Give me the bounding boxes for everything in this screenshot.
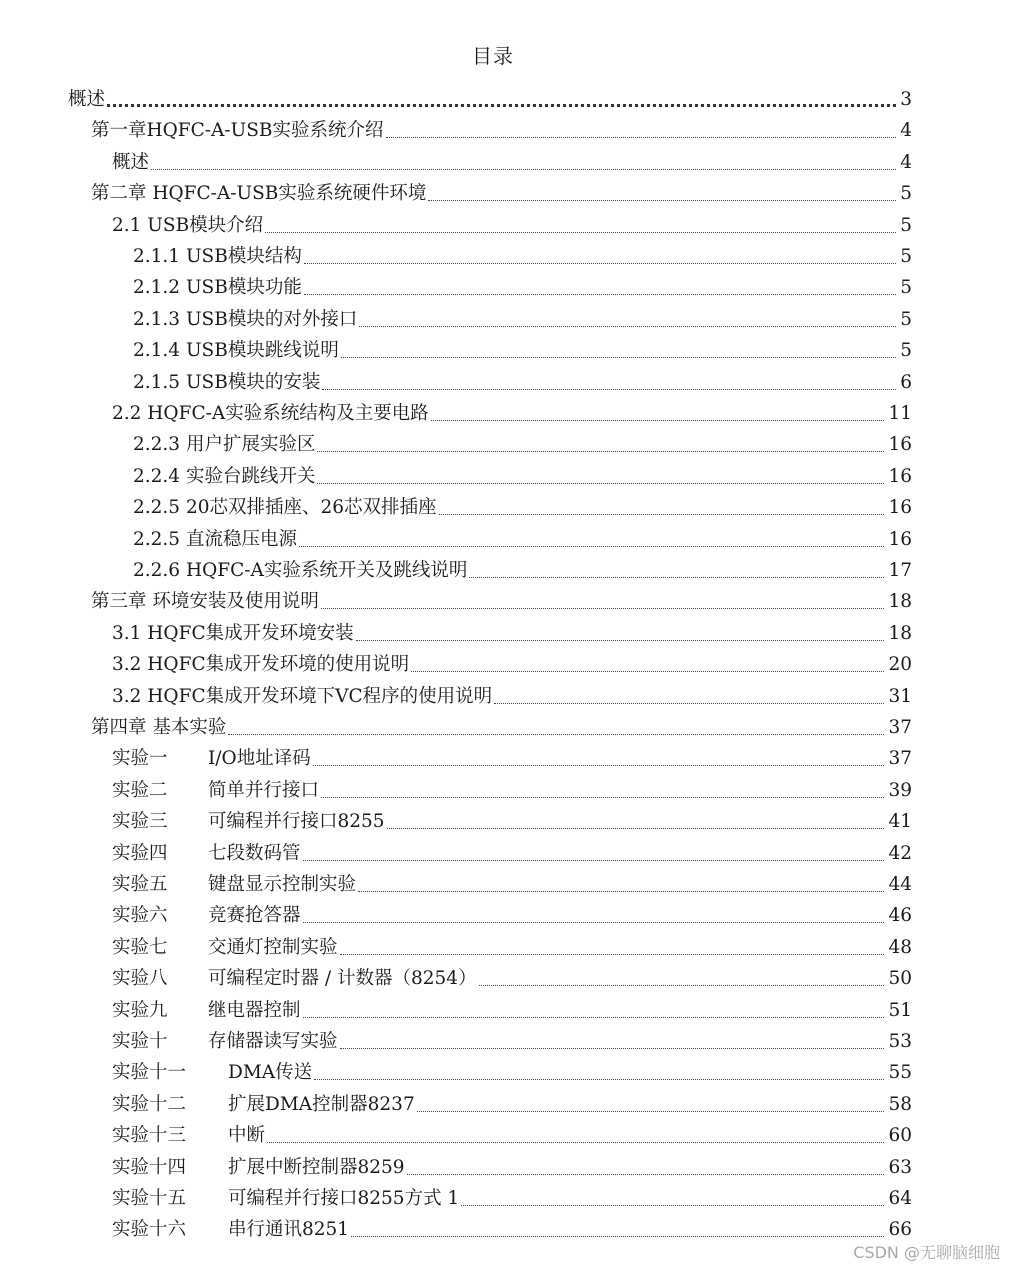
toc-page-number: 18: [888, 622, 912, 644]
toc-page-number: 5: [900, 277, 912, 299]
toc-leader-dots: [431, 420, 885, 421]
toc-leader-dots: [469, 577, 884, 578]
toc-leader-dots: [351, 1236, 884, 1237]
toc-entry-label: [112, 1093, 415, 1117]
toc-entry-label: [112, 810, 385, 834]
toc-entry-number: 实验二: [112, 779, 168, 801]
toc-leader-dots: [151, 169, 896, 170]
toc-entry-text: 可编程并行接口8255方式 1: [228, 1188, 460, 1209]
toc-page-number: 4: [900, 151, 912, 173]
toc-entry-text: 可编程并行接口8255: [208, 811, 385, 833]
toc-page-number: 17: [888, 560, 912, 581]
toc-entry[interactable]: [112, 806, 912, 834]
toc-entry-text: 七段数码管: [208, 842, 301, 864]
toc-page-number: 51: [888, 999, 912, 1021]
toc-entry[interactable]: [112, 995, 912, 1023]
toc-entry-label: [112, 779, 319, 803]
toc-page-number: 64: [888, 1188, 912, 1209]
toc-entry-label: [133, 496, 437, 520]
toc-entry-label: [112, 1124, 265, 1148]
toc-entry-label: [112, 151, 149, 175]
toc-entry[interactable]: [91, 586, 912, 614]
toc-entry-text: 2.2.5 20芯双排插座、26芯双排插座: [133, 497, 437, 519]
toc-entry-text: 2.1.4 USB模块跳线说明: [133, 340, 339, 362]
toc-page-number: 66: [888, 1219, 912, 1241]
toc-entry-label: [133, 465, 315, 489]
toc-entry[interactable]: [112, 1152, 912, 1180]
toc-entry-label: [112, 214, 263, 238]
toc-entry-label: [112, 653, 409, 677]
toc-entry-text: 2.1 USB模块介绍: [112, 214, 264, 236]
toc-page-number: 58: [888, 1093, 912, 1115]
toc-entry-label: [133, 559, 467, 583]
toc-entry[interactable]: [133, 335, 912, 363]
toc-leader-dots: [313, 765, 885, 766]
toc-entry[interactable]: [133, 241, 912, 269]
toc-entry-text: 第三章 环境安装及使用说明: [91, 591, 319, 613]
toc-entry-number: 实验十四: [112, 1156, 187, 1178]
toc-entry-text: 2.2 HQFC-A实验系统结构及主要电路: [112, 403, 429, 424]
toc-leader-dots: [299, 546, 884, 547]
toc-page-number: 53: [888, 1031, 912, 1052]
toc-entry-text: 3.2 HQFC集成开发环境的使用说明: [112, 654, 410, 676]
toc-entry-text: 交通灯控制实验: [208, 936, 338, 958]
toc-entry-label: [112, 842, 301, 866]
toc-entry-number: 实验四: [112, 842, 168, 864]
toc-entry-label: [112, 622, 354, 646]
toc-entry-text: DMA传送: [228, 1062, 313, 1084]
toc-entry[interactable]: [112, 1214, 912, 1242]
toc-entry[interactable]: [112, 963, 912, 991]
toc-page-number: 16: [888, 434, 912, 456]
toc-page-number: 44: [888, 874, 912, 895]
toc-entry[interactable]: [112, 210, 912, 238]
toc-entry-text: 2.2.3 用户扩展实验区: [133, 434, 316, 456]
toc-leader-dots: [322, 389, 896, 390]
toc-entry-label: [112, 685, 492, 709]
toc-entry[interactable]: [133, 461, 912, 489]
toc-entry[interactable]: [112, 1183, 912, 1211]
toc-leader-dots: [340, 1048, 885, 1049]
toc-entry-label: [112, 1187, 459, 1211]
toc-leader-dots: [479, 985, 885, 986]
toc-page-number: 3: [900, 89, 912, 110]
toc-entry-number: 实验十五: [112, 1188, 187, 1209]
toc-entry-label: [68, 88, 105, 112]
toc-leader-dots: [321, 797, 884, 798]
toc-page-number: 20: [888, 654, 912, 676]
toc-entry-text: 扩展DMA控制器8237: [228, 1093, 415, 1115]
toc-entry[interactable]: [112, 1089, 912, 1117]
toc-entry-label: [112, 999, 301, 1023]
toc-page-number: 16: [888, 465, 912, 487]
toc-entry[interactable]: [133, 524, 912, 552]
toc-entry-label: [112, 402, 429, 426]
toc-leader-dots: [304, 294, 896, 295]
toc-entry-label: [112, 1218, 349, 1242]
toc-entry-label: [112, 967, 477, 991]
toc-page-number: 31: [888, 685, 912, 707]
toc-entry[interactable]: [133, 272, 912, 300]
toc-entry-text: 第二章 HQFC-A-USB实验系统硬件环境: [91, 183, 427, 205]
toc-entry-label: [112, 904, 301, 928]
toc-entry-text: 可编程定时器 / 计数器（8254）: [208, 968, 477, 990]
toc-entry-number: 实验十: [112, 1031, 168, 1052]
toc-entry[interactable]: [112, 900, 912, 928]
toc-page-number: 6: [900, 371, 912, 393]
toc-leader-dots: [387, 828, 885, 829]
toc-page-number: 5: [900, 308, 912, 330]
toc-entry-text: 2.2.4 实验台跳线开关: [133, 465, 316, 487]
toc-entry-label: [133, 433, 315, 457]
toc-entry-text: 扩展中断控制器8259: [228, 1156, 405, 1178]
toc-entry-text: 概述: [112, 151, 150, 173]
toc-entry[interactable]: [112, 1120, 912, 1148]
toc-entry[interactable]: [112, 932, 912, 960]
toc-entry-text: 概述: [68, 89, 106, 110]
toc-entry-text: 键盘显示控制实验: [208, 874, 357, 895]
toc-entry-number: 实验三: [112, 811, 168, 833]
toc-entry-text: 2.2.5 直流稳压电源: [133, 528, 297, 550]
toc-entry[interactable]: [133, 304, 912, 332]
toc-page-number: 18: [888, 591, 912, 613]
toc-leader-dots: [321, 608, 885, 609]
toc-entry-label: [133, 528, 297, 552]
toc-entry-text: 第四章 基本实验: [91, 717, 227, 738]
toc-entry[interactable]: [112, 1026, 912, 1054]
toc-entry-number: 实验六: [112, 905, 168, 927]
toc-page-number: 37: [888, 748, 912, 770]
toc-leader-dots: [314, 1079, 884, 1080]
toc-entry-label: [112, 1030, 338, 1054]
toc-entry-number: 实验五: [112, 874, 168, 895]
toc-entry[interactable]: [133, 429, 912, 457]
toc-entry-label: [133, 371, 320, 395]
toc-page-number: 63: [888, 1156, 912, 1178]
toc-leader-dots: [411, 671, 884, 672]
toc-leader-dots: [358, 891, 884, 892]
toc-entry-label: [112, 936, 338, 960]
toc-page-number: 5: [900, 340, 912, 362]
toc-entry-label: [133, 339, 339, 363]
toc-page-number: 16: [888, 497, 912, 519]
toc-page-number: 55: [888, 1062, 912, 1084]
toc-entry[interactable]: [112, 743, 912, 771]
toc-leader-dots: [428, 200, 896, 201]
toc-page-number: 50: [888, 968, 912, 990]
toc-entry[interactable]: [112, 147, 912, 175]
toc-entry-number: 实验八: [112, 968, 168, 990]
toc-entry[interactable]: [91, 115, 912, 143]
toc-entry-text: 继电器控制: [208, 999, 301, 1021]
toc-leader-dots: [303, 922, 885, 923]
toc-entry[interactable]: [91, 178, 912, 206]
toc-entry[interactable]: [91, 712, 912, 740]
toc-leader-dots: [417, 1111, 885, 1112]
toc-leader-dots: [267, 1142, 884, 1143]
toc-entry[interactable]: [133, 555, 912, 583]
toc-leader-dots: [303, 1017, 885, 1018]
toc-entry-text: I/O地址译码: [208, 748, 311, 770]
toc-entry-text: 3.2 HQFC集成开发环境下VC程序的使用说明: [112, 685, 493, 707]
toc-leader-dots: [340, 954, 885, 955]
toc-leader-dots: [386, 137, 896, 138]
toc-entry-text: 存储器读写实验: [208, 1031, 338, 1052]
toc-entry-number: 实验九: [112, 999, 168, 1021]
toc-entry[interactable]: [112, 681, 912, 709]
toc-entry-label: [133, 308, 357, 332]
toc-entry-number: 实验一: [112, 748, 168, 770]
toc-leader-dots: [461, 1205, 884, 1206]
toc-entry[interactable]: [112, 398, 912, 426]
toc-leader-dots: [304, 263, 896, 264]
toc-page-number: 4: [900, 120, 912, 142]
toc-page-number: 41: [888, 811, 912, 833]
toc-leader-dots: [265, 232, 896, 233]
toc-leader-dots: [228, 734, 884, 735]
toc-leader-dots: [317, 483, 884, 484]
toc-entry-label: [112, 747, 311, 771]
toc-entry-label: [91, 119, 384, 143]
toc-entry-label: [91, 590, 319, 614]
toc-page-number: 5: [900, 214, 912, 236]
toc-entry-label: [112, 1156, 405, 1180]
toc-leader-dots: [107, 104, 896, 107]
toc-entry-label: [133, 276, 302, 300]
toc-entry-text: 第一章HQFC-A-USB实验系统介绍: [91, 120, 384, 142]
toc-entry-text: 竞赛抢答器: [208, 905, 301, 927]
toc-entry[interactable]: [112, 1057, 912, 1085]
toc-entry-number: 实验十三: [112, 1125, 187, 1147]
toc-entry-text: 2.1.2 USB模块功能: [133, 277, 302, 299]
watermark: CSDN @无聊脑细胞: [853, 1243, 1000, 1262]
toc-entry-number: 实验七: [112, 936, 168, 958]
toc-page-number: 46: [888, 905, 912, 927]
toc-page-number: 37: [888, 717, 912, 738]
toc-entry-number: 实验十一: [112, 1062, 187, 1084]
toc-entry-text: 串行通讯8251: [228, 1219, 350, 1241]
toc-entry-text: 2.1.1 USB模块结构: [133, 246, 302, 267]
toc-entry-text: 简单并行接口: [208, 779, 320, 801]
toc-entry[interactable]: [112, 649, 912, 677]
toc-entry-label: [112, 873, 356, 897]
toc-entry[interactable]: [112, 618, 912, 646]
toc-page-number: 16: [888, 528, 912, 550]
toc-entry-label: [91, 716, 226, 740]
toc-page-number: 5: [900, 183, 912, 205]
toc-entry-label: [133, 245, 302, 269]
toc-entry[interactable]: [112, 869, 912, 897]
toc-entry-text: 2.2.6 HQFC-A实验系统开关及跳线说明: [133, 560, 468, 581]
toc-page-number: 39: [888, 779, 912, 801]
toc-page-number: 5: [900, 246, 912, 267]
toc-entry-number: 实验十六: [112, 1219, 187, 1241]
toc-leader-dots: [494, 703, 884, 704]
toc-entry[interactable]: [112, 775, 912, 803]
toc-entry-text: 2.1.3 USB模块的对外接口: [133, 308, 358, 330]
toc-entry[interactable]: [68, 84, 912, 112]
toc-entry[interactable]: [112, 838, 912, 866]
toc-entry-text: 2.1.5 USB模块的安装: [133, 371, 321, 393]
toc-leader-dots: [356, 640, 885, 641]
toc-entry-number: 实验十二: [112, 1093, 187, 1115]
toc-page-number: 11: [888, 403, 912, 424]
toc-entry[interactable]: [133, 492, 912, 520]
toc-title: 目录: [472, 44, 514, 68]
toc-entry-label: [91, 182, 426, 206]
toc-entry-label: [112, 1061, 312, 1085]
toc-leader-dots: [303, 860, 885, 861]
toc-leader-dots: [439, 514, 885, 515]
toc-leader-dots: [407, 1174, 885, 1175]
toc-page-number: 42: [888, 842, 912, 864]
toc-leader-dots: [341, 357, 896, 358]
toc-entry[interactable]: [133, 367, 912, 395]
toc-leader-dots: [317, 451, 884, 452]
toc-entry-text: 3.1 HQFC集成开发环境安装: [112, 622, 354, 644]
toc-leader-dots: [359, 326, 896, 327]
toc-page-number: 48: [888, 936, 912, 958]
toc-entry-text: 中断: [228, 1125, 266, 1147]
toc-page-number: 60: [888, 1125, 912, 1147]
